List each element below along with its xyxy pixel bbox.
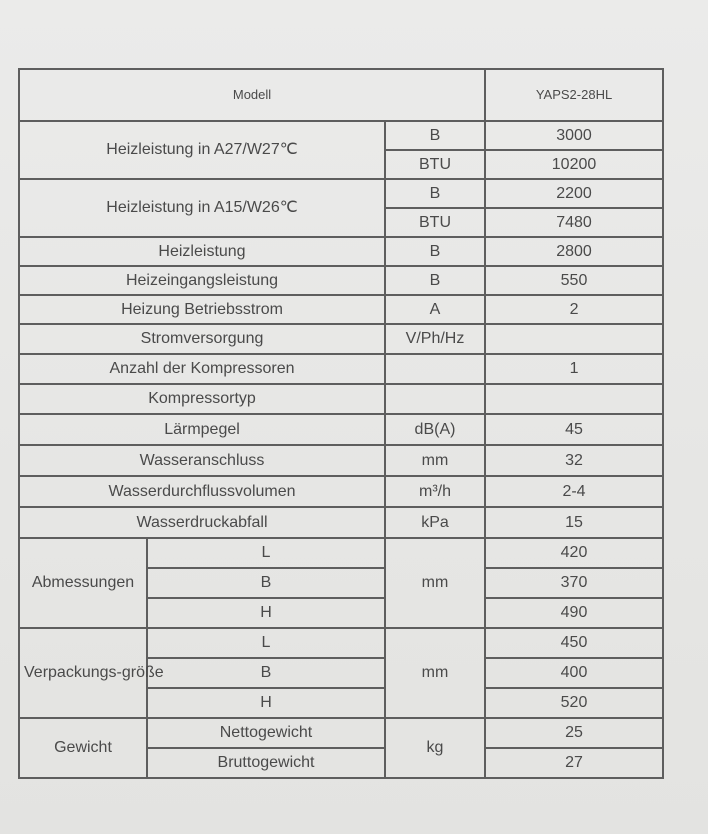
unit-cell: m³/h	[385, 476, 485, 507]
unit-cell: kg	[385, 718, 485, 778]
table-row	[19, 538, 663, 568]
dimension-sub-label: B	[147, 658, 385, 688]
table-row	[19, 445, 663, 476]
dimension-sub-label: H	[147, 688, 385, 718]
unit-cell: mm	[385, 538, 485, 628]
model-value: YAPS2-28HL	[485, 69, 663, 121]
wasseranschluss-label: Wasseranschluss	[19, 445, 385, 476]
unit-cell: BTU	[385, 150, 485, 179]
header-row	[19, 69, 663, 121]
unit-cell	[385, 354, 485, 384]
weight-sub-label: Nettogewicht	[147, 718, 385, 748]
value-cell: 2200	[485, 179, 663, 208]
value-cell: 550	[485, 266, 663, 295]
value-cell: 450	[485, 628, 663, 658]
value-cell: 3000	[485, 121, 663, 150]
unit-cell: B	[385, 179, 485, 208]
unit-cell: B	[385, 266, 485, 295]
unit-cell: A	[385, 295, 485, 324]
value-cell: 370	[485, 568, 663, 598]
table-row	[19, 628, 663, 658]
value-cell: 490	[485, 598, 663, 628]
table-row	[19, 121, 663, 150]
kompressortyp-label: Kompressortyp	[19, 384, 385, 414]
unit-cell	[385, 384, 485, 414]
value-cell: 32	[485, 445, 663, 476]
value-cell	[485, 384, 663, 414]
weight-sub-label: Bruttogewicht	[147, 748, 385, 778]
kompressoren-label: Anzahl der Kompressoren	[19, 354, 385, 384]
table-row	[19, 237, 663, 266]
value-cell: 10200	[485, 150, 663, 179]
dimension-sub-label: L	[147, 628, 385, 658]
value-cell: 2800	[485, 237, 663, 266]
dimension-sub-label: L	[147, 538, 385, 568]
value-cell: 25	[485, 718, 663, 748]
value-cell: 27	[485, 748, 663, 778]
table-row	[19, 718, 663, 748]
laermpegel-label: Lärmpegel	[19, 414, 385, 445]
table-row	[19, 266, 663, 295]
betriebsstrom-label: Heizung Betriebsstrom	[19, 295, 385, 324]
value-cell	[485, 324, 663, 354]
heizleistung-a27-label: Heizleistung in A27/W27℃	[19, 121, 385, 179]
abmessungen-label: Abmessungen	[19, 538, 147, 628]
table-row	[19, 324, 663, 354]
gewicht-label: Gewicht	[19, 718, 147, 778]
value-cell: 520	[485, 688, 663, 718]
value-cell: 7480	[485, 208, 663, 237]
dimension-sub-label: H	[147, 598, 385, 628]
durchfluss-label: Wasserdurchflussvolumen	[19, 476, 385, 507]
table-row	[19, 295, 663, 324]
verpackung-label: Verpackungs-größe	[19, 628, 147, 718]
heizleistung-label: Heizleistung	[19, 237, 385, 266]
unit-cell: mm	[385, 628, 485, 718]
unit-cell: mm	[385, 445, 485, 476]
druckabfall-label: Wasserdruckabfall	[19, 507, 385, 538]
heizleistung-a15-label: Heizleistung in A15/W26℃	[19, 179, 385, 237]
dimension-sub-label: B	[147, 568, 385, 598]
value-cell: 15	[485, 507, 663, 538]
unit-cell: B	[385, 121, 485, 150]
unit-cell: kPa	[385, 507, 485, 538]
table-row	[19, 354, 663, 384]
table-row	[19, 179, 663, 208]
value-cell: 1	[485, 354, 663, 384]
value-cell: 400	[485, 658, 663, 688]
unit-cell: BTU	[385, 208, 485, 237]
value-cell: 2-4	[485, 476, 663, 507]
table-row	[19, 476, 663, 507]
value-cell: 45	[485, 414, 663, 445]
heizeingangsleistung-label: Heizeingangsleistung	[19, 266, 385, 295]
unit-cell: B	[385, 237, 485, 266]
unit-cell: V/Ph/Hz	[385, 324, 485, 354]
value-cell: 2	[485, 295, 663, 324]
spec-table	[18, 68, 664, 779]
model-label: Modell	[19, 69, 485, 121]
stromversorgung-label: Stromversorgung	[19, 324, 385, 354]
table-row	[19, 507, 663, 538]
table-row	[19, 384, 663, 414]
unit-cell: dB(A)	[385, 414, 485, 445]
value-cell: 420	[485, 538, 663, 568]
table-row	[19, 414, 663, 445]
